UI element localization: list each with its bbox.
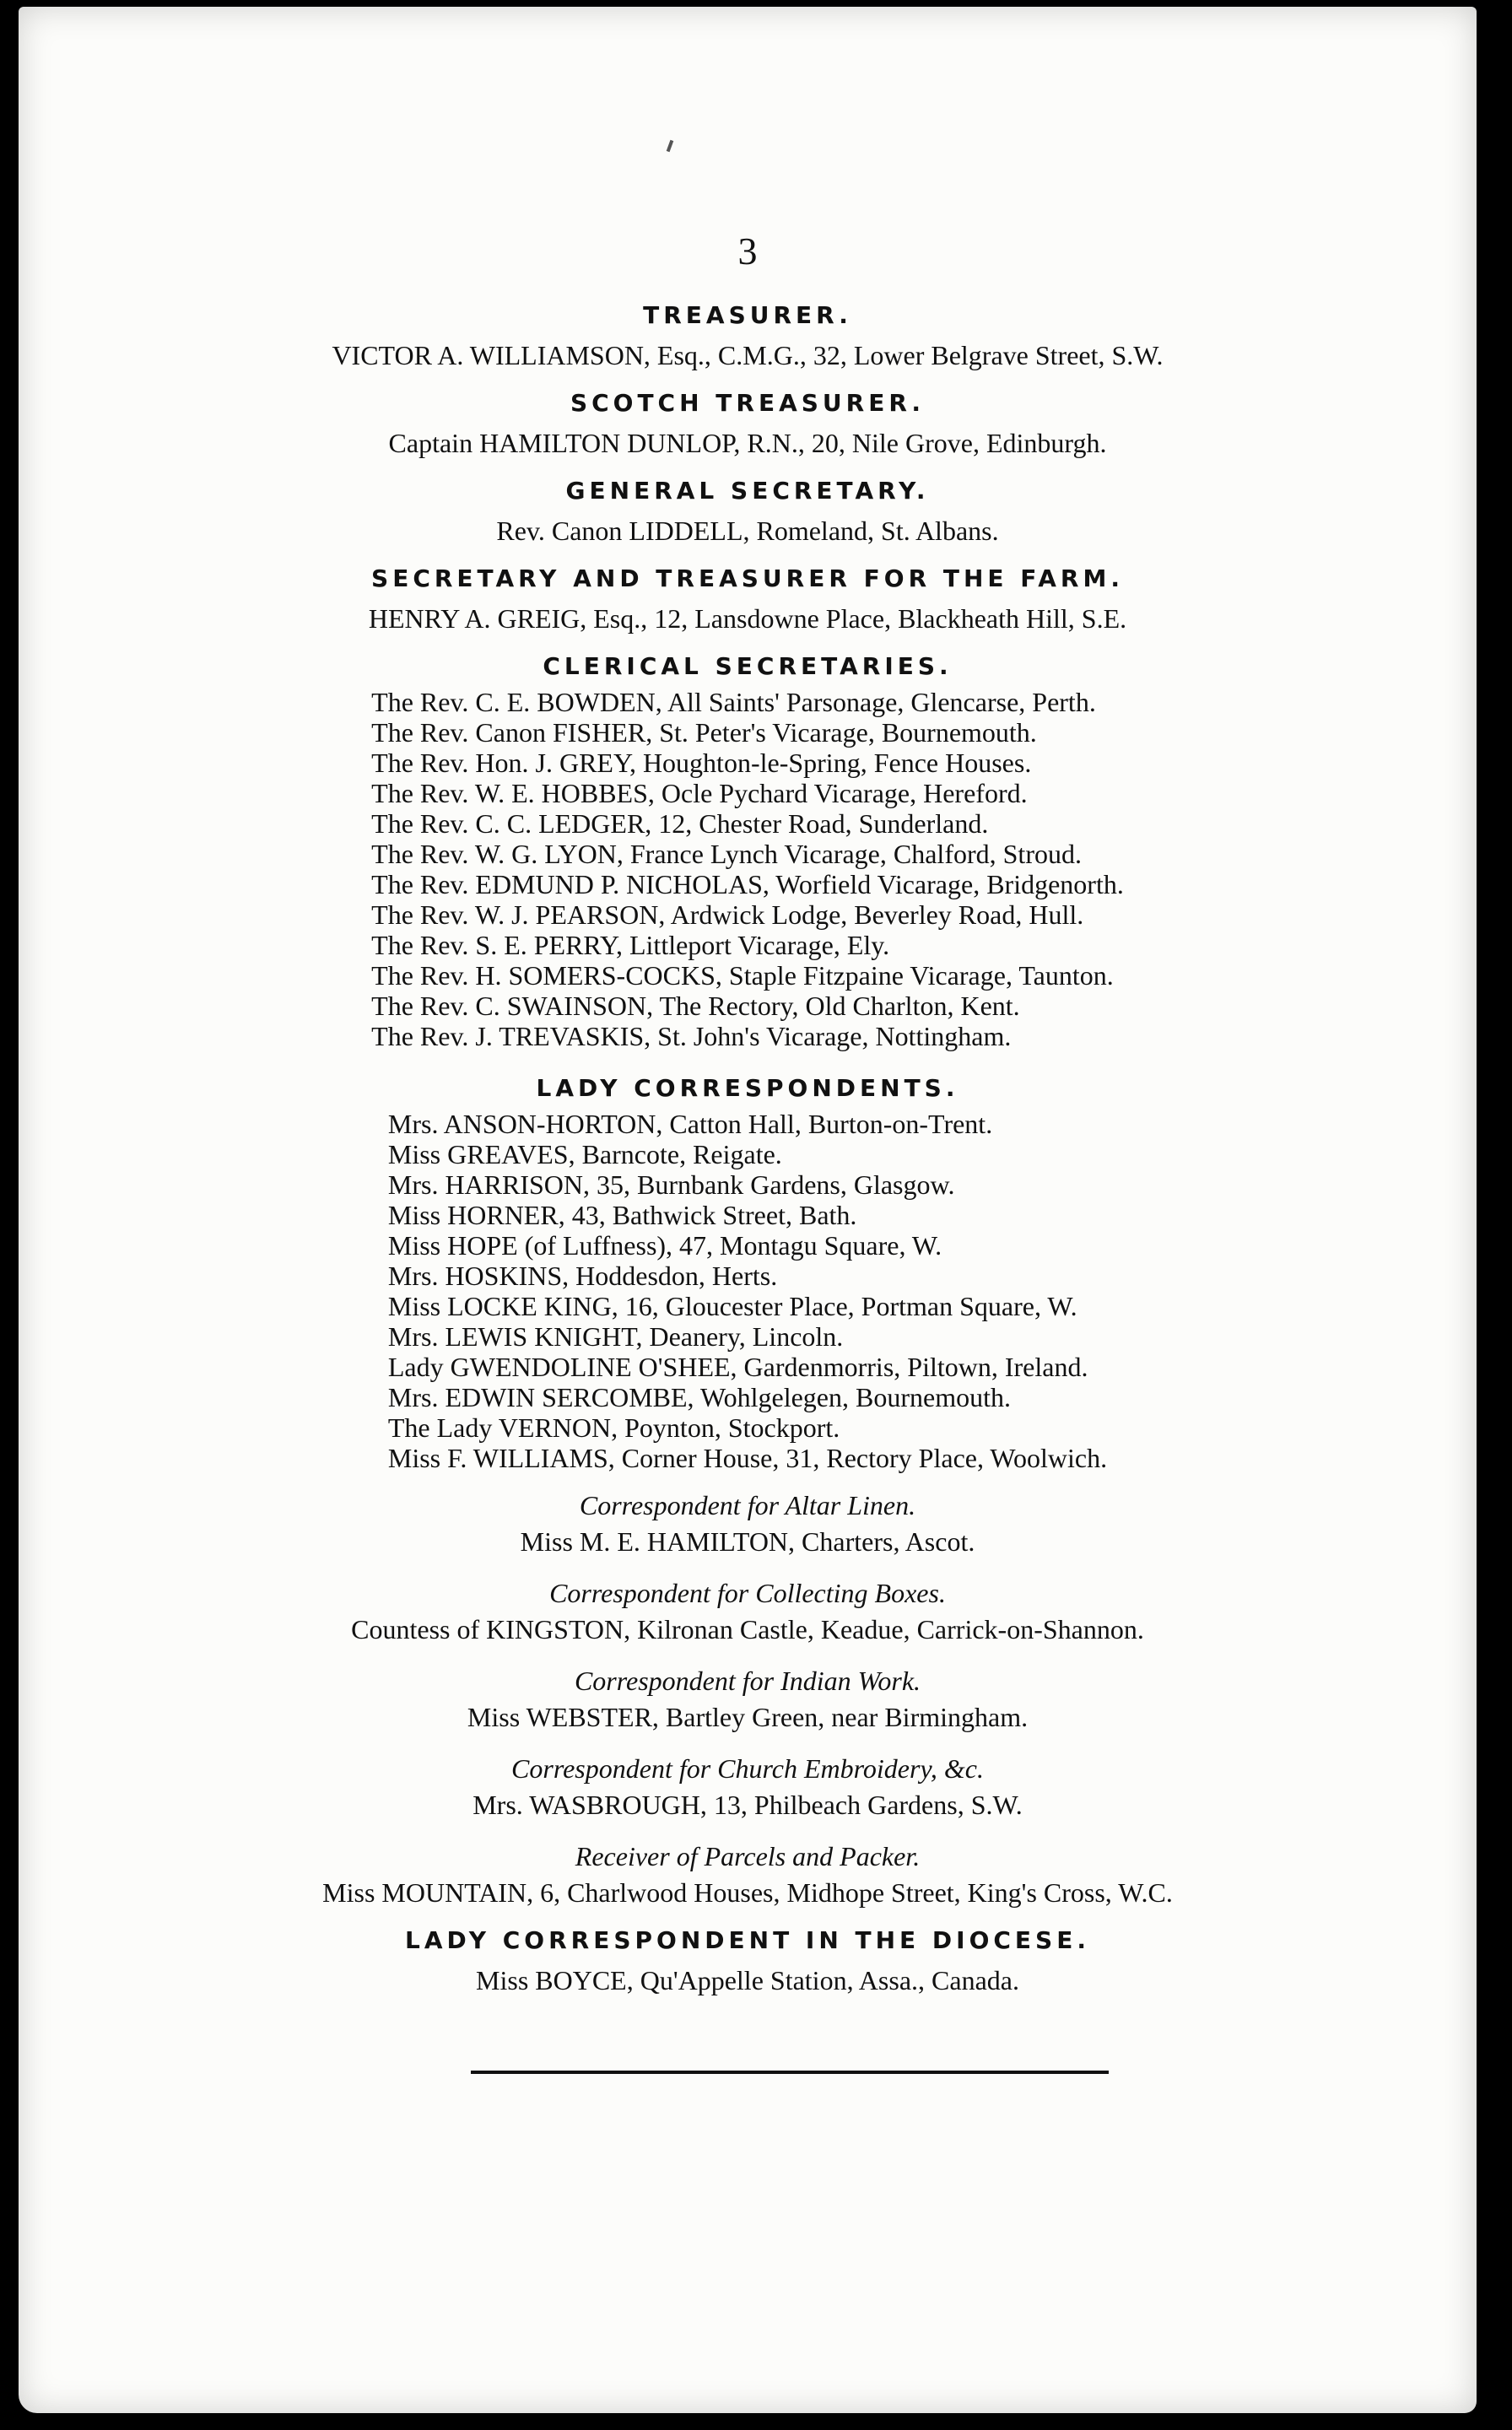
list-item: Miss GREAVES, Barncote, Reigate. <box>387 1139 782 1169</box>
list-item: The Rev. J. TREVASKIS, St. John's Vicarage, Nottingham. <box>371 1021 1012 1051</box>
general-secretary-heading: GENERAL SECRETARY. <box>565 477 930 505</box>
page-content <box>19 226 1477 2000</box>
altar-linen-heading: Correspondent for Altar Linen. <box>579 1490 916 1520</box>
list-item: Lady GWENDOLINE O'SHEE, Gardenmorris, Piltown, Ireland. <box>387 1352 1088 1382</box>
horizontal-rule <box>471 2071 1109 2074</box>
list-item: Mrs. ANSON-HORTON, Catton Hall, Burton-on-Trent. <box>387 1109 993 1139</box>
list-item: The Rev. W. E. HOBBES, Ocle Pychard Vicarage, Hereford. <box>371 778 1028 808</box>
diocese-correspondent-heading: LADY CORRESPONDENT IN THE DIOCESE. <box>405 1926 1090 1954</box>
list-item: Mrs. HOSKINS, Hoddesdon, Herts. <box>387 1261 778 1291</box>
general-secretary-entry: Rev. Canon LIDDELL, Romeland, St. Albans. <box>496 516 999 546</box>
list-item: The Lady VERNON, Poynton, Stockport. <box>387 1412 840 1443</box>
indian-work-heading: Correspondent for Indian Work. <box>574 1666 921 1696</box>
document-page <box>19 7 1477 2413</box>
parcels-receiver-heading: Receiver of Parcels and Packer. <box>575 1841 921 1871</box>
scotch-treasurer-entry: Captain HAMILTON DUNLOP, R.N., 20, Nile Grove, Edinburgh. <box>388 428 1107 458</box>
treasurer-heading: TREASURER. <box>643 301 852 329</box>
list-item: Mrs. LEWIS KNIGHT, Deanery, Lincoln. <box>387 1321 844 1352</box>
list-item: The Rev. C. E. BOWDEN, All Saints' Parsonage, Glencarse, Perth. <box>371 687 1096 717</box>
list-item: The Rev. EDMUND P. NICHOLAS, Worfield Vicarage, Bridgenorth. <box>371 869 1124 899</box>
list-item: Miss LOCKE KING, 16, Gloucester Place, Portman Square, W. <box>387 1291 1077 1321</box>
list-item: The Rev. W. J. PEARSON, Ardwick Lodge, Beverley Road, Hull. <box>371 899 1084 930</box>
list-item: The Rev. C. C. LEDGER, 12, Chester Road, Sunderland. <box>371 808 989 839</box>
church-embroidery-heading: Correspondent for Church Embroidery, &c. <box>511 1753 984 1784</box>
list-item: Miss F. WILLIAMS, Corner House, 31, Rectory Place, Woolwich. <box>387 1443 1108 1473</box>
list-item: The Rev. Canon FISHER, St. Peter's Vicarage, Bournemouth. <box>371 717 1037 748</box>
list-item: Mrs. HARRISON, 35, Burnbank Gardens, Glasgow. <box>387 1169 955 1200</box>
treasurer-entry: VICTOR A. WILLIAMSON, Esq., C.M.G., 32, Lower Belgrave Street, S.W. <box>332 340 1164 370</box>
page-number: 3 <box>737 230 758 273</box>
altar-linen-entry: Miss M. E. HAMILTON, Charters, Ascot. <box>520 1526 975 1557</box>
parcels-receiver-entry: Miss MOUNTAIN, 6, Charlwood Houses, Midhope Street, King's Cross, W.C. <box>322 1877 1173 1908</box>
farm-secretary-entry: HENRY A. GREIG, Esq., 12, Lansdowne Place, Blackheath Hill, S.E. <box>368 603 1127 634</box>
list-item: The Rev. H. SOMERS-COCKS, Staple Fitzpaine Vicarage, Taunton. <box>371 960 1114 991</box>
clerical-secretaries-list <box>371 687 1124 1051</box>
lady-correspondents-list <box>388 1109 1107 1473</box>
list-item: The Rev. W. G. LYON, France Lynch Vicarage, Chalford, Stroud. <box>371 839 1082 869</box>
list-item: Miss HORNER, 43, Bathwick Street, Bath. <box>387 1200 857 1230</box>
list-item: Mrs. EDWIN SERCOMBE, Wohlgelegen, Bournemouth. <box>387 1382 1011 1412</box>
list-item: The Rev. C. SWAINSON, The Rectory, Old Charlton, Kent. <box>371 991 1020 1021</box>
list-item: Miss HOPE (of Luffness), 47, Montagu Square, W. <box>387 1230 942 1261</box>
lady-correspondents-heading: LADY CORRESPONDENTS. <box>536 1074 959 1102</box>
diocese-correspondent-entry: Miss BOYCE, Qu'Appelle Station, Assa., Canada. <box>476 1965 1019 1995</box>
farm-secretary-heading: SECRETARY AND TREASURER FOR THE FARM. <box>371 564 1124 592</box>
indian-work-entry: Miss WEBSTER, Bartley Green, near Birmingham. <box>467 1702 1029 1732</box>
scotch-treasurer-heading: SCOTCH TREASURER. <box>570 389 926 417</box>
collecting-boxes-entry: Countess of KINGSTON, Kilronan Castle, Keadue, Carrick-on-Shannon. <box>351 1614 1144 1644</box>
list-item: The Rev. Hon. J. GREY, Houghton-le-Spring, Fence Houses. <box>371 748 1032 778</box>
ink-mark <box>667 140 674 153</box>
church-embroidery-entry: Mrs. WASBROUGH, 13, Philbeach Gardens, S.W. <box>472 1790 1023 1820</box>
list-item: The Rev. S. E. PERRY, Littleport Vicarage, Ely. <box>371 930 890 960</box>
clerical-secretaries-heading: CLERICAL SECRETARIES. <box>543 652 953 680</box>
collecting-boxes-heading: Correspondent for Collecting Boxes. <box>549 1578 946 1608</box>
